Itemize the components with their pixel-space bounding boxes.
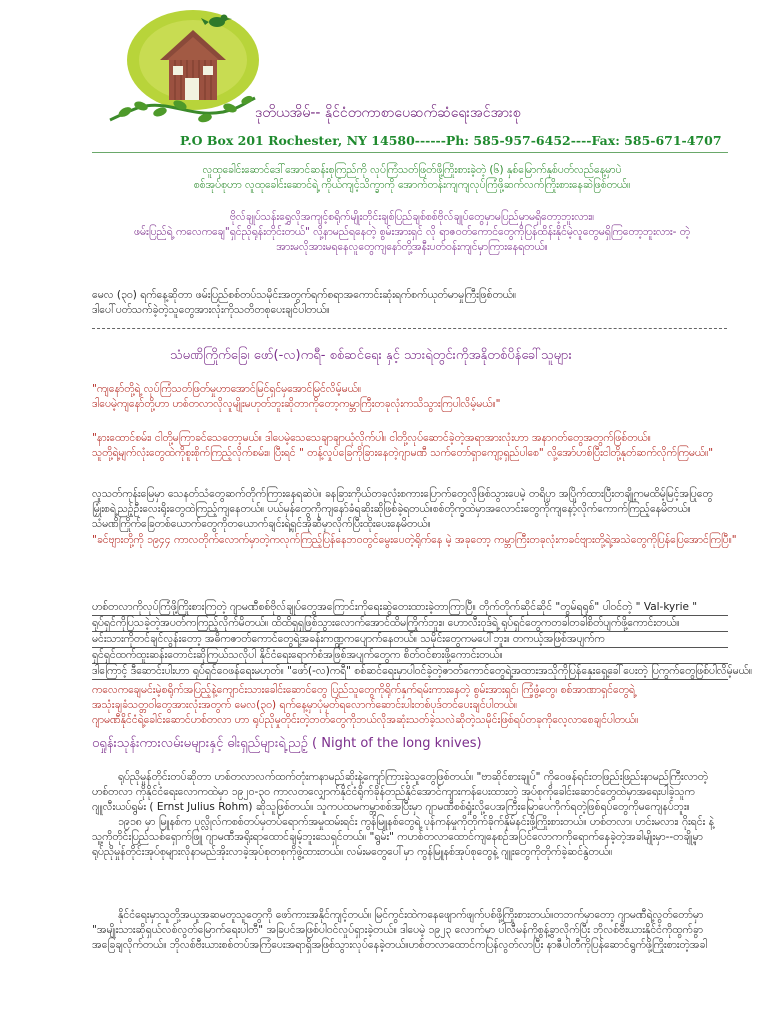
quote-line: "နားထောင်စမ်း၊ ငါတို့မကြာခင်သေတော့မယ်။ ဒါပေမဲ့သေသေချာချာယုံလိုက်ပါ။ ငါတို့လုပ်ဆောင်ခဲ့တဲ့အရာအားလုံးဟာ အနာဂတ်တွေအတွက်ဖြစ်တယ်။ <box>92 432 651 444</box>
intro-green-line: လူထုခေါင်းဆောင်ဒေါ်အောင်ဆန်းစုကြည်ကို လုပ်ကြံသတ်ဖြတ်ဖို့ကြိုးစားခဲ့တဲ့ (၆) နှစ်မြောက်နှစ်ပတ်လည်နေ့မှာပဲ <box>202 164 622 176</box>
underlined-line: ရှင်ရှင်ထက်ထူးဆန်းတောင်းဆိုကြယ်သလိုပါ နိုင်ငံရေးရောက်စံအဖြစ်အပျက်တွေက စိတ်ဝင်စားဖို့ကောင်းတယ်။ <box>92 648 728 664</box>
quote-line: ဒါပေမဲ့ကျနော်တို့ဟာ ဟစ်တလာလိုလူမျိုးမဟုတ်ဘူးဆိုတာကိုတော့ကမ္ဘာကြီးတခုလုံးကသိသွားကြပါလိမ့်မယ်။" <box>92 398 501 410</box>
house-logo-icon <box>105 8 260 128</box>
section2-paragraph-2 <box>92 908 732 953</box>
underlined-line: ဒါကြောင့် ဒီဆောင်းပါးဟာ ရုပ်ရှင်ဝေဖန်ရေးမဟုတ်။ "ဖော်(-လ)ကရီ" စစ်ဆင်ရေးမှာပါဝင်ခဲ့တဲ့ဇာတ်ကောင်တွေရဲ့အထားအသိုကိုပြန်နှေးရှေ့ခေါ်ပေးတဲ့ ပြကွက်တွေဖြစ်ပါလိမ့်မယ်။ <box>92 664 728 680</box>
section2-heading: ဝရှုန်းသုန်းကားလမ်းမများနှင့် ဓါးရှည်များရဲ့ညဉ့် ( Night of the long knives) <box>92 736 482 751</box>
paragraph-line: "အမျိုးသားဆိုရှယ်လစ်လွတ်မြောက်ရေးပါတီ" အခြပင်အဖြစ်ပါဝင်လှုပ်ရှားခဲ့တယ်။ ဒါပေမဲ့ ၁၉၂၃ လောက်မှာ ပါလီမန်ကိုစွန့်ခွာလိုက်ပြီး ဘိုလစ်ဗီးယားနိုင်ငံကိုထွက်ခွာ <box>92 924 703 936</box>
intro-purple <box>92 210 732 255</box>
paragraph-line: ရုပ်ညိုမှုန်တိုင်းတပ်ဆိုတာ ဟစ်တလာလက်ထက်တုံးကနာမည်ဆိုးနဲ့ကျော်ကြားခဲ့သူတွေဖြစ်တယ်။ "ဗာဆိုင်စားချုပ်" ကိုဝေဖန်ရင်းတဖြည်းဖြည်းနာမည်ကြီးလာတဲ့ <box>118 771 708 783</box>
underlined-paragraph <box>92 600 753 680</box>
intro-green-line: စစ်အုပ်စုဟာ လူထုခေါင်းဆောင်ရဲ့ ကိုယ်ကျင့်သိက္ခာကို အောက်တန်းကျကျလုပ်ကြံဖို့ဆက်လက်ကြိုးစားနေဆဲဖြစ်တယ်။ <box>193 179 631 191</box>
red-quote-line <box>92 533 737 548</box>
section-divider <box>92 328 727 329</box>
underlined-line: ဟစ်တလာကိုလုပ်ကြံဖို့ကြိုးစားကြတဲ့ ဂျာမဏီစစ်ဗိုလ်ချုပ်တွေအကြောင်းကိုရေးဆွဲတေးထားခဲ့တာကြာပြီ။ တိုက်တိုက်ဆိုင်ဆိုင် "တွမ်ရရုစ်" ပါဝင်တဲ့ " Val-kyrie " <box>92 600 728 616</box>
paragraph-line: သူ့ကိုတိုင်းပြည်သစ်ရှောက်ဖြူ ဂျာမဏီအရိုးရာထောင်ချမ့်ဘူးသေရှင်တယ်။ "ရွမ်း" ကဟစ်တလာထောင်ကျနေစဉ်အပြင်လောကကိုရောက်နေခဲ့တဲ့အခါမျိုးမှာ--တချို့မှာ <box>92 831 703 843</box>
paragraph-line: ဂျူလီးယပ်ရွမ်း ( Ernst Julius Rohm) ဆိုသူဖြစ်တယ်။ သူကပထမကမ္ဘာစစ်အပြီးမှာ ဂျာမဏီစစ်ရှုံးလို့ပေအကြီးမြောပေကိုက်ရတဲ့ဖြစ်ရပ်တွေကိုမကျေနပ်ဘူး။ <box>92 801 690 813</box>
paragraph-line: အသုံးချခံသတ္တဝါတွေအားလုံးအတွက် မေလ(၃၀) ရက်နေ့မှာပုံမှတ်ရလောက်ဆောင်းပါးတစ်ပုဒ်တင်ပေးချင်ပါတယ်။ <box>92 699 518 711</box>
paragraph-line: အခြေချလိုက်တယ်။ ဘိုလစ်ဗီးယားစစ်တပ်အကြံပေးအရာရှိအဖြစ်သွားလုပ်နေခဲ့တယ်။ဟစ်တလာထောင်ကပြန်လွတ်လာပြီး နာဇီပါတီကိုပြန်ဆောင်ရွက်ဖို့ကြိုးစားတဲ့အခါ <box>92 939 708 951</box>
intro-dark-line: ဒါပေါ်ပတ်သက်ခဲ့တဲ့သူတွေအားလုံးကိုသတိတစုပေးချင်ပါတယ်။ <box>92 304 330 316</box>
quote-1 <box>92 382 732 412</box>
intro-dark-line: မေလ (၃၀) ရက်နေ့ဆိုတာ ဖမ်းပြည်စစ်တပ်သမိုင်းအတွက်ရက်စရာအကောင်းဆုံးရက်စက်ယုတ်မာမှုကြီးဖြစ်တယ်။ <box>92 289 517 301</box>
underlined-line: ရုပ်ရှင်ကိုပြသခဲ့တဲ့အပတ်ကကြည့်လိုက်မိတယ်။ ထိထိရှရှဖြစ်သွားလောက်အောင်ထိမကြိုက်ဘူး။ ဟောလီးဝုဒ်ရဲ့ ရုပ်ရှင်တွေကတခါတခါစိတ်ပျက်ဖို့ကောင်းတယ်။ <box>92 616 728 632</box>
intro-purple-line: ဖမ်းပြည်ရဲ့ ကလေကချေ"ရှင်ညိုရုန်းတိုင်းတယ်" လို့နာမည်ရနေတဲ့ စွမ်းအားရှင် လို ရာဇဝတ်ကောင်တွေကိုပြန်ထိန်းနိုင်မဲ့လူတွေမရှိကြတော့ဘူးလား- တဲ့ <box>134 226 690 238</box>
header-divider <box>92 152 728 153</box>
paragraph-line: ၁၉၁၈ မှာ မြူနစ်က ပုလ္လိုလ်ကစစ်တပ်မှတပ်ရောက်အမှုထမ်းရင်း ကွန်မြူနစ်တွေရဲ့ ပုန်ကန်မှုကိုတိုက်ခိုက်နှိမ်နင်းဖို့ကြိုးစားတယ်။ ဟစ်တလာ၊ ဟင်းမလား၊ ဂိုးရင်း နဲ့ <box>118 816 714 828</box>
section1-paragraph <box>92 487 732 532</box>
quote-line: "ကျနော်တို့ရဲ့ လုပ်ကြံသတ်ဖြတ်မှုဟာအောင်မြင်ရှင်မှအောင်မြင်လိမ့်မယ်။ <box>92 383 362 395</box>
paragraph-line: သံမဏိကြိုက်ခြေတစ်ယောက်တွေကိုတယောက်ချင်းရဲ့ရှင်အိုဆီမှာလိုက်ပြီးထိုးပေးနေမိတယ်။ <box>92 518 431 530</box>
org-title: ဒုတိယအိမ်-- နိုင်ငံတကာစာပေဆက်ဆံရေးအင်အားစု <box>255 105 521 121</box>
quote-2 <box>92 431 732 461</box>
quote-line: သူတို့ရဲ့မျက်လုံးတွေထဲကိုစူးစိုက်ကြည့်လိုက်စမ်း။ ပြီးရင် " တန့်လှုပ်ခြေကိုခြားနေတဲ့ဂျာမဏီ သက်တော်ရှာကျော့ရှည်ပါစေ" လို့အော်ဟစ်ပြီးငါတို့နုတ်ဆက်လိုက်ကြမယ်။" <box>92 447 714 459</box>
underlined-line: မင်းသားကိုတင်ချင်လွန်းတော့ အဓိကဇာတ်ကောင်တွေရဲ့အခန်းကဏ္ဍကပျောက်နေတယ်။ သမိုင်းတွေကမပေါ်ဘူး။ တကယ့်အဖြစ်အပျက်က <box>92 632 728 648</box>
intro-green <box>92 163 732 193</box>
section2-paragraph-1 <box>92 770 732 860</box>
paragraph-line: ဂျာမဏီနိုင်ငံရဲ့ခေါင်းဆောင်ဟစ်တလာ ဟာ ရုပ်ညိုမှုတိုင်းတဲ့ဘတ်တွေကိုဘယ်လိုအဆုံးသတ်ခဲ့သလဲဆိုတဲ့သမိုင်းဖြစ်ရပ်တခုကိုလေ့လာစေချင်ပါတယ်။ <box>92 714 639 726</box>
paragraph-line: ကလေကချေမင်းမဲ့စရိုက်အပြည့်နဲ့ကျောင်းသားခေါင်းဆောင်တွေ ပြည်သူတွေကိုရိုက်နှက်ရမ်းကားနေတဲ့ စွမ်းအားရှင်၊ ကြံ့ဖွံ့တွေ၊ စစ်အာဏာရှင်တွေရဲ့ <box>92 684 635 696</box>
section1-heading: သံမဏိကြိုက်ခြေ၊ ဖော်(-လ)ကရီ- စစ်ဆင်ရေး နှင့် သားရဲတွင်းကိုအနိုတစ်ပိန်ခေါ်သူများ <box>170 348 572 363</box>
paragraph-line: "ခင်ဗျားတို့ကို ၁၉၄၄ ကာလတိုက်လောက်မှာတဲ့ကလုက်ကြည့်ပြန်နေဘဝတွင်မွေးပေတဲ့ရိုက်နေ မဲ့ အခုတော့ ကမ္ဘာကြီးတခုလုံးကခင်ဗျားတို့ရဲ့အသဲတွေကိုပြန်ပြေအောင်ကြပြီ။" <box>92 534 737 546</box>
intro-purple-line: အားမလိုအားမရနေလူတွေကျနော်တို့အနီးပတ်ဝန်းကျင်မှာကြားနေရတယ်။ <box>276 241 548 253</box>
contact-line: P.O Box 201 Rochester, NY 14580------Ph: 585-957-6452----Fax: 585-671-4707 <box>180 133 722 148</box>
paragraph-line: လူသတ်ကုန်းမြေမှာ သေနတ်သံတွေဆက်တိုက်ကြားနေရဆဲပဲ။ ခနခြားကိုယ်တခုလုံးစကားပြောက်တွေလိုဖြစ်သွားပေမဲ့ တရိပ္ပာ အပြိုက်ထားပြီးတချို့ကမထိမ့်မြင့်အပြုတွေ <box>92 488 713 500</box>
paragraph-line: မြှုံးစရဲ့ညဉ့်ဦးလေးရိုးတွေထဲကြည့်ကျနေတယ်။ ပယ်မှန်တွေကိုကျနော်ခံရဆိုးဆိုဖြစ်ခဲ့ရတယ်။စစ်တိုက္ခထဲမှာအလောင်းတွေကိုကျနော့်လိုက်ကောက်ကြည့်နေမိတယ်။ <box>92 503 691 515</box>
paragraph-line: ဟစ်တလာ ကိုနိုင်ငံရေးလောကထဲမှာ ၁၉၂၀-၃၀ ကာလတလျှောက်နိုင်ငံရိုက်ခိုန်တည်နိုင်အောင်ကျားကန်ပေးထားတဲ့ အုပ်စုကိုခေါင်းဆောင်တွေထဲမှာအရေးပါခဲ့သူက <box>92 786 695 798</box>
intro-purple-line: ဗိုလ်ချုပ်သန်းရွှေလိုအကျင့်စရိုက်မျိုးတိုင်းချစ်ပြည်ချစ်စစ်ဗိုလ်ချုပ်တွေမှာမပြည်မှာမရှိတော့ဘူးလား။ <box>229 211 595 223</box>
red-paragraph <box>92 683 732 728</box>
paragraph-line: ရုပ်ညိုမှုန်တိုင်းအုပ်စုများလိုနာမည်အိုးလာခဲ့အုပ်စုတစုကိုဖွဲ့ထားတယ်။ လမ်းမတွေပေါ်မှာ ကွန်မြူနစ်အုပ်စုတွေနဲ့ ဂျူးတွေကိုတိုက်ခဲ့ဆင်နွဲတယ်။ <box>92 846 613 858</box>
intro-dark <box>92 288 732 318</box>
paragraph-line: နိုင်ငံရေးမှာသူတို့အယူအဆမတူသူတွေကို ဖော်ကားအနိုင်ကျင့်တယ်။ မြင်ကွင်းထဲကနေဖျောက်ဖျက်ပစ်ဖို့ကြိုးစားတယ်။တဘက်မှာတော့ ဂျာမဏီရဲ့လွတ်တော်မှာ <box>118 909 704 921</box>
